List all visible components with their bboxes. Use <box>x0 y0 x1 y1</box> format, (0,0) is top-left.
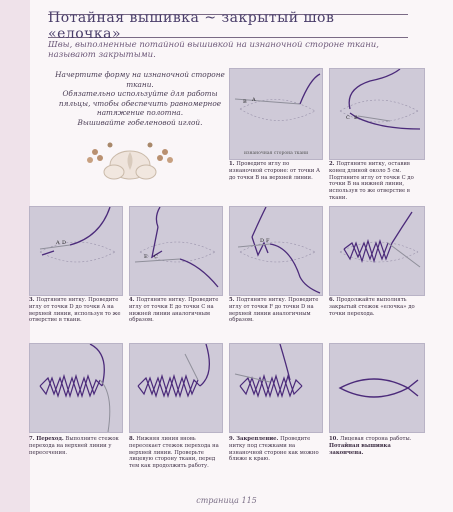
step-8-caption: 8. Нижняя линия вновь пересекает стежок перехода на верхней линии. Проверьте лицевую сторону ткани, перед тем как продолжить работу. <box>129 436 219 470</box>
page-number: страница 115 <box>196 496 257 505</box>
step-6-caption: 6. Продолжайте выполнять закрытый стежок «елочка» до точки перехода. <box>329 297 415 317</box>
step-2-caption: 2. Подтяните нитку, оставив конец длиной около 5 см. Подтяните иглу от точки С до точки В на нижней линии, используя то же отверстие в ткани. <box>329 161 414 201</box>
step-3-caption: 3. Подтяните нитку. Проведите иглу от точки D до точки A на верхней линии, используя то же отверстие в ткани. <box>29 297 121 324</box>
svg-text:C: C <box>346 115 350 121</box>
page-edge-strip <box>0 0 30 512</box>
svg-text:A: A <box>56 240 60 246</box>
embroidery-motif-image <box>70 130 190 200</box>
point-label: A <box>252 97 256 103</box>
svg-text:B: B <box>354 115 358 121</box>
step-9-caption: 9. Закрепление. Проведите нитку под стежками на изнаночной стороне как можно ближе к краю. <box>229 436 319 463</box>
page-title: Потайная вышивка ~ закрытый шов «елочка» <box>48 10 335 42</box>
intro-line-2: Обязательно используйте для работы пяльцы, чтобы обеспечить равномерное натяжение полотна. <box>58 89 222 117</box>
step-10-image <box>329 343 425 433</box>
intro-line-3: Вышивайте гобеленовой иглой. <box>77 117 203 127</box>
page-title-bar <box>48 10 408 42</box>
fabric-side-label: изнаночная сторона ткани <box>244 151 309 156</box>
intro-text <box>55 70 225 127</box>
point-label: B <box>243 99 247 105</box>
step-7-caption: 7. Переход. Выполните стежок перехода на верхней линии у пересечения. <box>29 436 119 456</box>
step-3-image <box>29 206 123 296</box>
svg-text:F: F <box>266 238 270 244</box>
step-8-image <box>129 343 223 433</box>
step-2-image <box>329 68 425 160</box>
step-9-image <box>229 343 323 433</box>
page-subtitle: Швы, выполненные потайной вышивкой на изнаночной стороне ткани, называют закрытыми. <box>48 40 379 60</box>
step-7-image <box>29 343 123 433</box>
step-5-caption: 5. Подтяните нитку. Проведите иглу от точки F до точки D на верхней линии аналогичным образом. <box>229 297 319 324</box>
svg-text:C: C <box>154 254 158 260</box>
svg-text:D: D <box>260 238 265 244</box>
step-1-image <box>229 68 323 160</box>
step-1-caption: 1. Проведите иглу по изнаночной стороне: от точки А до точки В на верхней линии. <box>229 161 321 181</box>
svg-text:E: E <box>144 254 148 260</box>
intro-line-1: Начертите форму на изнаночной стороне ткани. <box>55 70 225 89</box>
svg-text:D: D <box>62 240 67 246</box>
step-10-caption: 10. Лицевая сторона работы. Потайная вышивка закончена. <box>329 436 412 456</box>
step-6-image <box>329 206 425 296</box>
step-4-caption: 4. Подтяните нитку. Проведите иглу от точки E до точки C на нижней линии аналогичным образом. <box>129 297 219 324</box>
step-4-image <box>129 206 223 296</box>
step-5-image <box>229 206 323 296</box>
